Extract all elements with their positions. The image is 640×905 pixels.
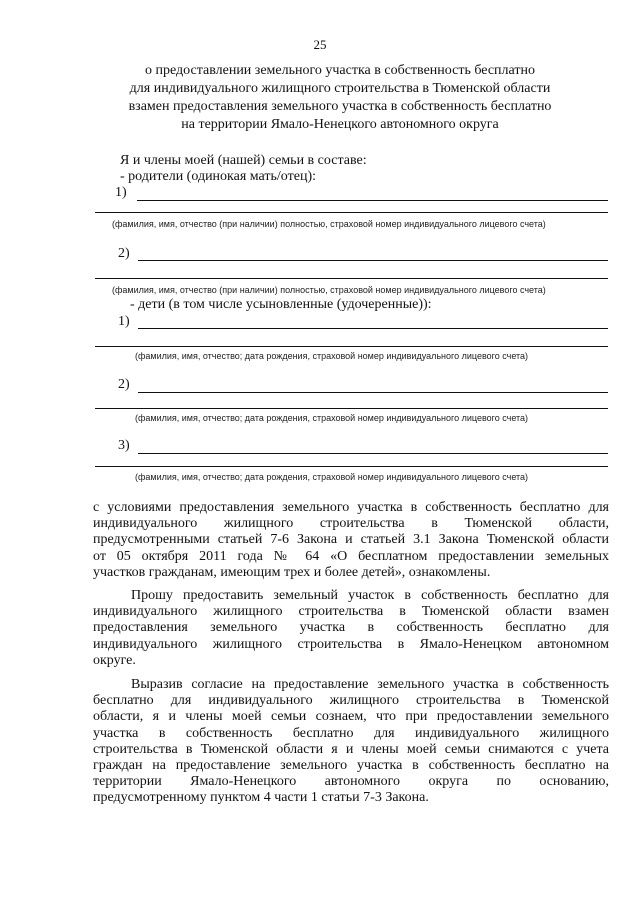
paragraph-consent (93, 677, 609, 807)
parent-2-input-line-2[interactable] (95, 278, 608, 279)
child-1-input-line[interactable] (138, 328, 608, 329)
paragraph-line: с условиями предоставления земельного участка в собственность бесплатно для (93, 500, 609, 515)
paragraph-line: индивидуального жилищного строительства в Ямало-Ненецком автономном (93, 636, 609, 652)
parent-1-caption: (фамилия, имя, отчество (при наличии) полностью, страховой номер индивидуального лицевого счета) (112, 219, 546, 229)
paragraph-line: бесплатно для индивидуального жилищного строительства в Тюменской (93, 693, 609, 709)
paragraph-line: предусмотренному пунктом 4 части 1 статьи 7-3 Закона. (93, 790, 429, 806)
child-2-caption: (фамилия, имя, отчество; дата рождения, страховой номер индивидуального лицевого счета) (135, 413, 529, 423)
title-line: взамен предоставления земельного участка в собственность бесплатно (128, 99, 552, 114)
paragraph-line: участка в собственность бесплатно для индивидуального жилищного (93, 725, 609, 741)
child-2-number: 2) (118, 377, 130, 392)
parent-2-input-line[interactable] (138, 260, 608, 261)
title-line: о предоставлении земельного участка в собственность бесплатно (144, 63, 535, 78)
child-3-number: 3) (118, 438, 130, 453)
parent-2-caption: (фамилия, имя, отчество (при наличии) полностью, страховой номер индивидуального лицевого счета) (112, 285, 546, 295)
document-title (60, 62, 620, 134)
children-label: - дети (в том числе усыновленные (удочеренные)): (130, 297, 432, 312)
paragraph-line: граждан на предоставление земельного участка в собственность бесплатно на (93, 758, 609, 774)
child-1-caption: (фамилия, имя, отчество; дата рождения, страховой номер индивидуального лицевого счета) (135, 351, 529, 361)
page-number: 25 (313, 37, 327, 52)
paragraph-line: Выразив согласие на предоставление земельного участка в собственность (131, 677, 609, 692)
paragraph-line: строительства в Тюменской области я и члены моей семьи снимаются с учета (93, 741, 609, 757)
paragraph-line: от 05 октября 2011 года № 64 «О бесплатном предоставлении земельных (93, 548, 609, 564)
parent-1-input-line[interactable] (137, 200, 608, 201)
parents-label: - родители (одинокая мать/отец): (120, 169, 316, 184)
paragraph-line: области, я и члены моей семьи сознаем, что при предоставлении земельного (93, 709, 609, 725)
paragraph-line: округе. (93, 652, 136, 668)
paragraph-acknowledgement (93, 500, 609, 581)
paragraph-line: территории Ямало-Ненецкого автономного округа по основанию, (93, 774, 609, 790)
paragraph-line: предоставления земельного участка в собственность бесплатно для (93, 620, 609, 636)
title-line: на территории Ямало-Ненецкого автономного округа (181, 117, 499, 132)
paragraph-line: Прошу предоставить земельный участок в собственность бесплатно для (131, 588, 609, 603)
family-intro: Я и члены моей (нашей) семьи в составе: (120, 153, 367, 168)
paragraph-request (93, 588, 609, 669)
paragraph-line: индивидуального жилищного строительства в Тюменской области, (93, 516, 609, 532)
parent-1-number: 1) (115, 185, 127, 200)
child-1-number: 1) (118, 314, 130, 329)
child-2-input-line-2[interactable] (95, 408, 608, 409)
child-3-input-line[interactable] (138, 453, 608, 454)
paragraph-line: индивидуального жилищного строительства в Тюменской области взамен (93, 604, 609, 620)
parent-1-input-line-2[interactable] (95, 212, 608, 213)
child-3-input-line-2[interactable] (95, 466, 608, 467)
child-2-input-line[interactable] (138, 392, 608, 393)
paragraph-line: участков гражданам, имеющим трех и более детей», ознакомлены. (93, 564, 491, 580)
title-line: для индивидуального жилищного строительства в Тюменской области (129, 81, 551, 96)
child-1-input-line-2[interactable] (95, 346, 608, 347)
paragraph-line: предусмотренными статьей 7-6 Закона и статьей 3.1 Закона Тюменской области (93, 532, 609, 548)
child-3-caption: (фамилия, имя, отчество; дата рождения, страховой номер индивидуального лицевого счета) (135, 472, 529, 482)
parent-2-number: 2) (118, 246, 130, 261)
